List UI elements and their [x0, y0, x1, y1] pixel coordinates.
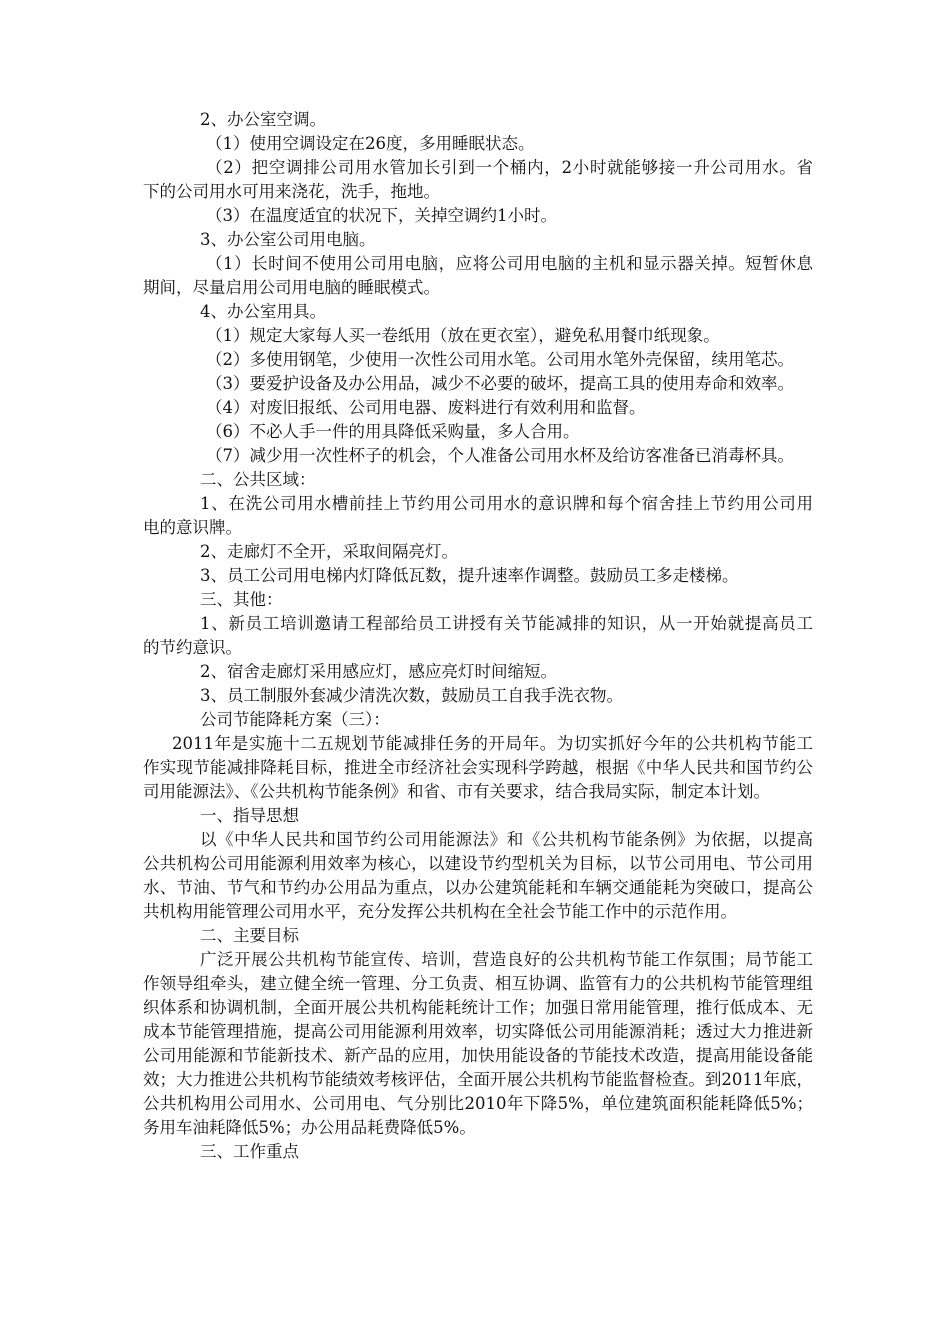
text-line: 1、在洗公司用水槽前挂上节约用公司用水的意识牌和每个宿舍挂上节约用公司用: [200, 494, 813, 513]
text-line: 2、走廊灯不全开，采取间隔亮灯。: [200, 542, 458, 561]
text-line: （2）把空调排公司用水管加长引到一个桶内，2小时就能够接一升公司用水。省: [206, 158, 813, 177]
text-line: 一、指导思想: [200, 806, 299, 825]
text-line: 作领导组牵头，建立健全统一管理、分工负责、相互协调、监管有力的公共机构节能管理组: [143, 974, 813, 993]
text-line: 公司用能源和节能新技术、新产品的应用，加快用能设备的节能技术改造，提高用能设备能: [143, 1046, 813, 1065]
text-line: 2、办公室空调。: [200, 110, 326, 129]
text-line: （4）对废旧报纸、公司用电器、废料进行有效利用和监督。: [206, 398, 646, 417]
text-line: 织体系和协调机制，全面开展公共机构能耗统计工作；加强日常用能管理，推行低成本、无: [143, 998, 813, 1017]
text-line: （7）减少用一次性杯子的机会，个人准备公司用水杯及给访客准备已消毒杯具。: [206, 446, 794, 465]
text-line: 期间，尽量启用公司用电脑的睡眠模式。: [143, 278, 440, 297]
text-line: 成本节能管理措施，提高公司用能源利用效率，切实降低公司用能源消耗；透过大力推进新: [143, 1022, 813, 1041]
text-line: （1）规定大家每人买一卷纸用（放在更衣室），避免私用餐巾纸现象。: [206, 326, 720, 345]
text-line: 务用车油耗降低5%；办公用品耗费降低5%。: [143, 1118, 476, 1137]
text-line: （1）长时间不使用公司用电脑，应将公司用电脑的主机和显示器关掉。短暂休息: [206, 254, 813, 273]
text-line: 电的意识牌。: [143, 518, 242, 537]
text-line: 公共机构用公司用水、公司用电、气分别比2010年下降5%，单位建筑面积能耗降低5%；: [143, 1094, 813, 1113]
text-line: 下的公司用水可用来浇花，洗手，拖地。: [143, 182, 440, 201]
text-line: （6）不必人手一件的用具降低采购量，多人合用。: [206, 422, 580, 441]
text-line: 3、员工公司用电梯内灯降低瓦数，提升速率作调整。鼓励员工多走楼梯。: [200, 566, 739, 585]
text-line: 2011年是实施十二五规划节能减排任务的开局年。为切实抓好今年的公共机构节能工: [172, 734, 813, 753]
text-line: 3、办公室公司用电脑。: [200, 230, 376, 249]
text-line: 2、宿舍走廊灯采用感应灯，感应亮灯时间缩短。: [200, 662, 557, 681]
text-line: 三、工作重点: [200, 1142, 299, 1161]
text-line: 共机构用能管理公司用水平，充分发挥公共机构在全社会节能工作中的示范作用。: [143, 902, 737, 921]
text-line: 3、员工制服外套减少清洗次数，鼓励员工自我手洗衣物。: [200, 686, 623, 705]
text-line: （3）要爱护设备及办公用品，减少不必要的破坏，提高工具的使用寿命和效率。: [206, 374, 794, 393]
text-line: 司用能源法》、《公共机构节能条例》和省、市有关要求，结合我局实际，制定本计划。: [143, 782, 770, 801]
text-line: （2）多使用钢笔，少使用一次性公司用水笔。公司用水笔外壳保留，续用笔芯。: [206, 350, 794, 369]
text-line: （1）使用空调设定在26度，多用睡眠状态。: [206, 134, 535, 153]
text-line: 以《中华人民共和国节约公司用能源法》和《公共机构节能条例》为依据，以提高: [200, 830, 813, 849]
text-line: 三、其他：: [200, 590, 283, 609]
text-line: 4、办公室用具。: [200, 302, 326, 321]
text-line: 公共机构公司用能源利用效率为核心，以建设节约型机关为目标，以节公司用电、节公司用: [143, 854, 813, 873]
text-line: 效；大力推进公共机构节能绩效考核评估，全面开展公共机构节能监督检查。到2011年底，: [143, 1070, 813, 1089]
text-line: 二、主要目标: [200, 926, 299, 945]
text-line: 1、新员工培训邀请工程部给员工讲授有关节能减排的知识，从一开始就提高员工: [200, 614, 813, 633]
text-line: 水、节油、节气和节约办公用品为重点，以办公建筑能耗和车辆交通能耗为突破口，提高公: [143, 878, 813, 897]
text-line: 二、公共区域：: [200, 470, 316, 489]
text-line: 作实现节能减排降耗目标，推进全市经济社会实现科学跨越，根据《中华人民共和国节约公: [143, 758, 813, 777]
text-line: （3）在温度适宜的状况下，关掉空调约1小时。: [206, 206, 557, 225]
text-line: 广泛开展公共机构节能宣传、培训，营造良好的公共机构节能工作氛围；局节能工: [200, 950, 813, 969]
text-line: 的节约意识。: [143, 638, 242, 657]
text-line: 公司节能降耗方案（三）：: [200, 710, 390, 729]
